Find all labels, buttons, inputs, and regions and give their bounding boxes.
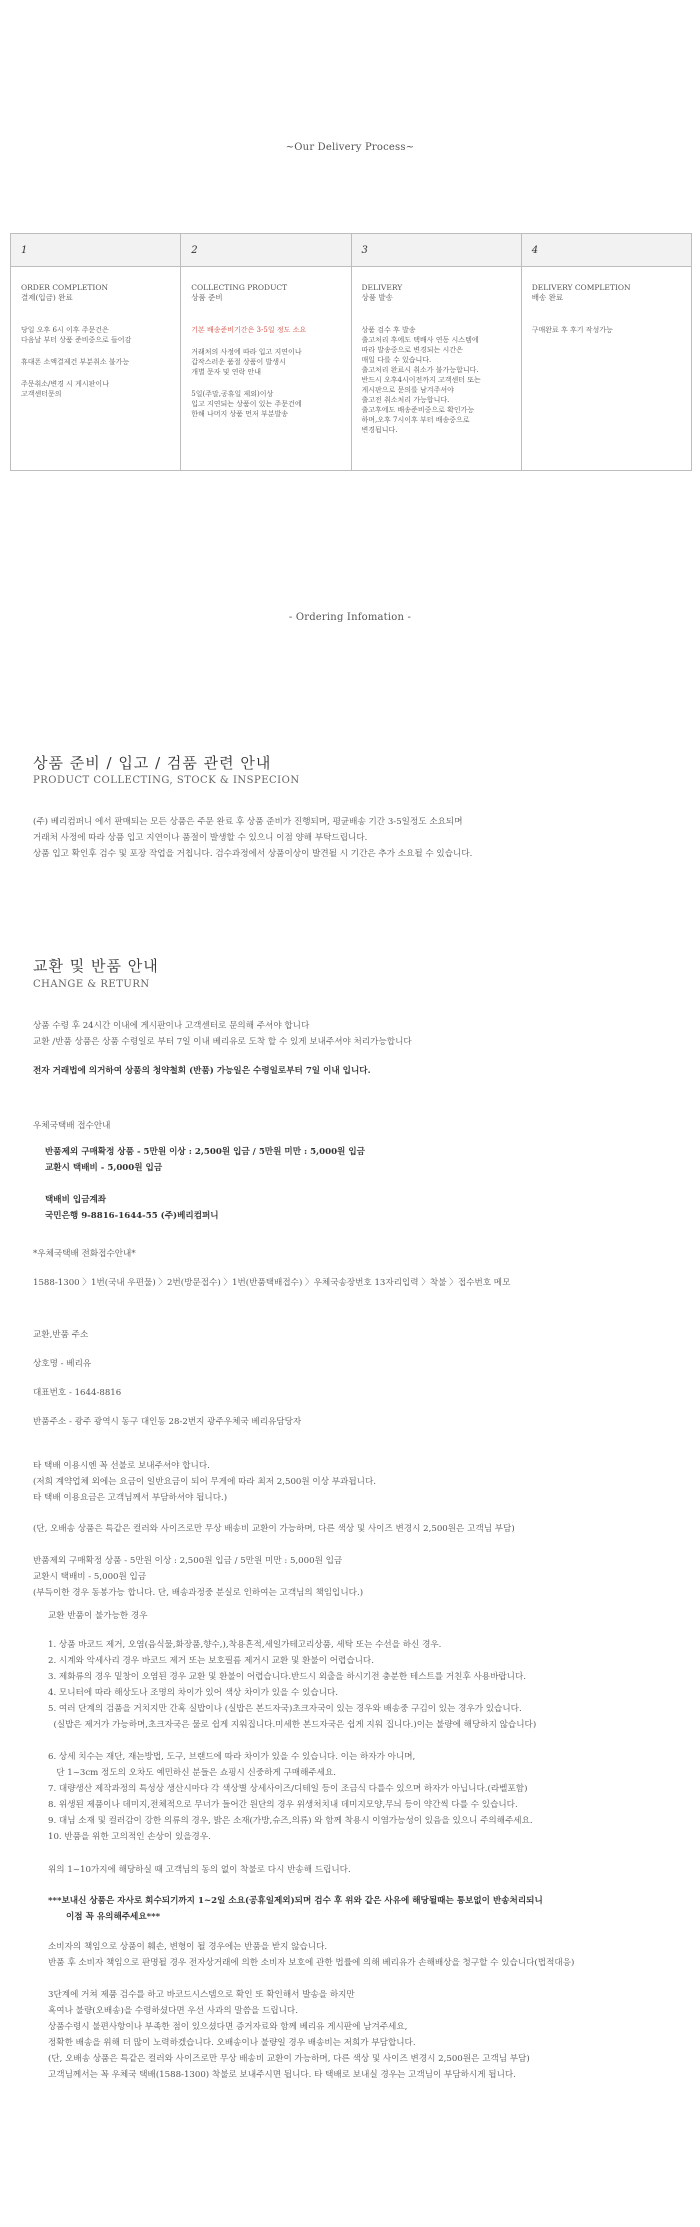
process-step-line: 게시판으로 문의를 남겨주셔야 [361, 386, 454, 394]
process-step-line: 하며,오후 7시이후 부터 배송중으로 [361, 416, 470, 424]
process-step-line: 상품 검수 후 발송 [361, 326, 416, 334]
process-step-title: COLLECTING PRODUCT [191, 283, 288, 292]
process-step-spacer [21, 367, 170, 379]
process-step-body [522, 267, 691, 335]
process-step-line: 거래처의 사정에 따라 입고 지연이나 [191, 348, 302, 356]
impossible-title: 교환 반품이 불가능한 경우 [48, 1611, 148, 1621]
consumer-responsibility [48, 1939, 574, 1971]
process-step-line: 변경됩니다. [361, 426, 398, 434]
final-line: 상품수령시 불편사항이나 부족한 점이 있으셨다면 증거자료와 함께 베리유 게시판에 남겨주세요, [48, 2022, 408, 2032]
warning-line: 이점 꼭 유의해주세요*** [48, 1912, 161, 1922]
process-step-line: 당일 오후 6시 이후 주문건은 [21, 326, 109, 334]
impossible-item: 10. 반품을 위한 고의적인 손상이 있을경우. [48, 1832, 211, 1842]
process-step-line: 매일 다를 수 있습니다. [361, 356, 432, 364]
return-address [33, 1321, 301, 1437]
exchange-intro-line: 상품 수령 후 24시간 이내에 게시판이나 고객센터로 문의해 주셔야 합니다 [33, 1021, 310, 1031]
exchange-intro-line: 교환 /반품 상품은 상품 수령일로 부터 7일 이내 베리유로 도착 할 수 있게 보내주셔야 처리가능합니다 [33, 1037, 412, 1047]
courier-line: 교환시 택배비 - 5,000원 입금 [45, 1163, 163, 1173]
process-step-body [11, 267, 180, 399]
impossible-item: 1. 상품 바코드 제거, 오염(음식물,화장품,향수,),착용흔적,세일가테고리상품, 세탁 또는 수선을 하신 경우. [48, 1640, 442, 1650]
address-line: 반품주소 - 광주 광역시 동구 대인동 28-2번지 광주우체국 베리유담당자 [33, 1417, 302, 1427]
process-step [181, 234, 351, 470]
exchange-intro [33, 1018, 412, 1050]
process-step-line: 기본 배송준비기간은 3-5일 정도 소요 [191, 326, 307, 334]
impossible-item: 8. 위생된 제품이나 데미지,전체적으로 무너가 들어간 원단의 경우 위생처치내 데미지모양,무늬 등이 약간씩 다를 수 있습니다. [48, 1800, 518, 1810]
process-step-line: 따라 발송중으로 변경되는 시간은 [361, 346, 463, 354]
impossible-item: 6. 상세 치수는 재단, 재는방법, 도구, 브랜드에 따라 차이가 있을 수 있습니다. 이는 하자가 아니며, [48, 1752, 416, 1762]
other-courier-notice [33, 1458, 376, 1506]
process-step-line: 구매완료 후 후기 작성가능 [531, 326, 613, 334]
warning-line: ***보내신 상품은 자사로 회수되기까지 1~2일 소요(공휴일제외)되며 검수 후 위와 같은 사유에 해당될때는 통보없이 반송처리되니 [48, 1896, 543, 1906]
impossible-item: 4. 모니터에 따라 해상도나 조명의 차이가 있어 색상 차이가 있을 수 있습니다. [48, 1688, 339, 1698]
fee-line: (저희 계약업체 외에는 요금이 일반요금이 되어 무게에 따라 최저 2,500원 이상 부과됩니다. [33, 1477, 376, 1487]
impossible-item: 3. 제화류의 경우 밑창이 오염된 경우 교환 및 환불이 어렵습니다.반드시 외출을 하시기전 충분한 테스트를 거친후 사용바랍니다. [48, 1672, 527, 1682]
return-fee-line: 교환시 택배비 - 5,000원 입금 [33, 1572, 147, 1582]
process-step-line: 휴대폰 소액결제건 부분취소 불가능 [21, 358, 130, 366]
product-text-line: 거래처 사정에 따라 상품 입고 지연이나 품절이 발생할 수 있으니 이점 양해 부탁드립니다. [33, 833, 368, 843]
process-step-line: 다음날 부터 상품 준비중으로 들어감 [21, 336, 132, 344]
process-step [11, 234, 181, 470]
process-step-body [352, 267, 521, 435]
product-section-text [33, 814, 472, 862]
impossible-item: 5. 여러 단계의 검품을 거치지만 간혹 실밥이나 (실밥은 본드자국)초크자국이 있는 경우와 배송중 구김이 있는 경우가 있습니다. [48, 1704, 522, 1714]
final-line: 정확한 배송을 위해 더 많이 노력하겠습니다. 오배송이나 불량일 경우 배송비는 저희가 부담합니다. [48, 2038, 416, 2048]
return-fee-line: (부득이한 경우 동봉가능 합니다. 단, 배송과정중 분실로 인하여는 고객님의 책임입니다.) [33, 1588, 364, 1598]
process-step-spacer [191, 377, 340, 389]
phone-steps: 1588-1300 〉1번(국내 우편물) 〉2번(방문접수) 〉1번(반품택배접수) 〉우체국송장번호 13자리입력 〉착불 〉접수번호 메모 [33, 1278, 511, 1288]
process-step-line: 한해 나머지 상품 먼저 부분발송 [191, 410, 289, 418]
final-notice [48, 1987, 530, 2083]
final-line: (단, 오배송 상품은 특같은 컬러와 사이즈로만 무상 배송비 교환이 가능하며, 다른 색상 및 사이즈 변경시 2,500원은 고객님 부담) [48, 2054, 530, 2064]
product-text-line: (주) 베리컴퍼니 에서 판매되는 모든 상품은 주문 완료 후 상품 준비가 진행되며, 평균배송 기간 3-5일정도 소요되며 [33, 817, 463, 827]
final-line: 고객님께서는 꼭 우체국 택배(1588-1300) 착불로 보내주시면 됩니다. 타 택배로 보내실 경우는 고객님이 부담하시게 됩니다. [48, 2070, 516, 2080]
process-step-line: 출고전 취소처리 가능합니다. [361, 396, 450, 404]
process-step-line: 출고처리 후에도 택배사 연동 시스템에 [361, 336, 479, 344]
fee-line: 타 택배 이용시엔 꼭 선불로 보내주셔야 합니다. [33, 1461, 210, 1471]
courier-line: 반품제외 구매확정 상품 - 5만원 이상 : 2,500원 입금 / 5만원 미만 : 5,000원 입금 [45, 1147, 365, 1157]
process-step-line: 출고처리 완료시 취소가 불가능합니다. [361, 366, 479, 374]
process-step-line: 갑작스러운 품절 상품이 발생시 [191, 358, 286, 366]
address-line: 상호명 - 베리유 [33, 1359, 92, 1369]
process-step-body [181, 267, 350, 419]
impossible-list [48, 1637, 536, 1845]
process-step [522, 234, 691, 470]
consumer-line: 반품 후 소비자 책임으로 판명될 경우 전자상거래에 의한 소비자 보호에 관한 법률에 의해 베리유가 손해배상을 청구할 수 있습니다(법적대응) [48, 1958, 575, 1968]
warning-notice [48, 1893, 543, 1925]
process-step-subtitle: 상품 발송 [361, 293, 393, 302]
courier-account-title: 택배비 입금계좌 [45, 1195, 107, 1205]
delivery-process-heading: ~Our Delivery Process~ [285, 142, 415, 153]
process-step-line: 주문취소/변경 시 게시판이나 [21, 380, 109, 388]
process-step-subtitle: 결제(입금) 완료 [21, 293, 73, 302]
process-step-number: 1 [11, 234, 180, 267]
process-step-line: 개별 문자 및 연락 안내 [191, 368, 262, 376]
product-text-line: 상품 입고 확인후 검수 및 포장 작업을 거칩니다. 검수과정에서 상품이상이 발견될 시 기간은 추가 소요될 수 있습니다. [33, 849, 473, 859]
process-step-line: 입고 지연되는 상품이 있는 주문건에 [191, 400, 302, 408]
exchange-section-title: 교환 및 반품 안내 [33, 957, 159, 975]
return-fee-info [33, 1553, 363, 1601]
ordering-info-heading: - Ordering Infomation - [288, 612, 412, 623]
exchange-section-subtitle: CHANGE & RETURN [33, 979, 150, 990]
courier-info [45, 1144, 365, 1224]
return-fee-line: 반품제외 구매확정 상품 - 5만원 이상 : 2,500원 입금 / 5만원 미만 : 5,000원 입금 [33, 1556, 343, 1566]
address-line: 교환,반품 주소 [33, 1330, 89, 1340]
process-step-line: 5일(주말,공휴일 제외)이상 [191, 390, 274, 398]
courier-account-number: 국민은행 9-8816-1644-55 (주)베리컴퍼니 [45, 1211, 219, 1221]
consumer-line: 소비자의 책임으로 상품이 훼손, 변형이 될 경우에는 반품을 받지 않습니다. [48, 1942, 328, 1952]
impossible-item: 2. 시계와 악세사리 경우 바코드 제거 또는 보호필름 제거시 교환 및 환불이 어렵습니다. [48, 1656, 374, 1666]
final-line: 3단계에 거쳐 제품 검수를 하고 바코드시스템으로 확인 또 확인해서 발송을 하지만 [48, 1990, 355, 2000]
process-step-line: 출고후에도 배송준비중으로 확인가능 [361, 406, 475, 414]
product-section-title: 상품 준비 / 입고 / 검품 관련 안내 [33, 754, 272, 772]
impossible-item: 9. 대님 소재 및 컬러감이 강한 의류의 경우, 밝은 소재(가방,슈즈,의류) 와 함께 착용시 이염가능성이 있음을 있으니 주의해주세요. [48, 1816, 533, 1826]
final-line: 혹여나 불량(오배송)을 수령하셨다면 우선 사과의 말씀을 드립니다. [48, 2006, 298, 2016]
phone-title: *우체국택배 전화접수안내* [33, 1249, 136, 1259]
wrong-item-notice: 위의 1~10가지에 해당하실 때 고객님의 동의 없이 착불로 다시 반송해 드립니다. [48, 1865, 351, 1875]
process-step-line: 고객센터문의 [21, 390, 62, 398]
process-step-line: 반드시 오후4시이전까지 고객센터 또는 [361, 376, 481, 384]
process-step-spacer [191, 335, 340, 347]
impossible-item: 7. 대량생산 제작과정의 특성상 생산시마다 각 색상별 상세사이즈/디테일 등이 조금식 다를수 있으며 하자가 아닙니다.(라벨포함) [48, 1784, 528, 1794]
process-step-number: 3 [352, 234, 521, 267]
process-step-title: DELIVERY COMPLETION [531, 283, 631, 292]
address-line: 대표번호 - 1644-8816 [33, 1388, 122, 1398]
process-step-subtitle: 배송 완료 [531, 293, 564, 302]
process-step-title: DELIVERY [361, 283, 403, 292]
withdrawal-notice: 전자 거래법에 의거하여 상품의 청약철회 (반품) 가능일은 수령일로부터 7일 이내 입니다. [33, 1066, 371, 1076]
process-step-number: 4 [522, 234, 691, 267]
fee-line: 타 택배 이용요금은 고객님께서 부담하셔야 됩니다.) [33, 1493, 228, 1503]
process-step-spacer [21, 345, 170, 357]
impossible-item [48, 1733, 536, 1749]
wrong-delivery-notice: (단, 오배송 상품은 특같은 컬러와 사이즈로만 무상 배송비 교환이 가능하며, 다른 색상 및 사이즈 변경시 2,500원은 고객님 부담) [33, 1524, 515, 1534]
courier-line [45, 1176, 365, 1192]
process-step-title: ORDER COMPLETION [21, 283, 109, 292]
delivery-process-table [10, 233, 692, 471]
process-step-number: 2 [181, 234, 350, 267]
product-section-subtitle: PRODUCT COLLECTING, STOCK & INSPECION [33, 775, 300, 786]
impossible-item: (실밥은 제거가 가능하며,초크자국은 물로 쉽게 지워집니다.미세한 본드자국은 쉽게 지워 집니다.)이는 불량에 해당하지 않습니다) [48, 1720, 537, 1730]
courier-title: 우체국택배 접수안내 [33, 1121, 111, 1131]
process-step-subtitle: 상품 준비 [191, 293, 223, 302]
process-step [352, 234, 522, 470]
impossible-item: 단 1~3cm 정도의 오차도 예민하신 분들은 쇼핑시 신중하게 구매해주세요. [48, 1768, 337, 1778]
